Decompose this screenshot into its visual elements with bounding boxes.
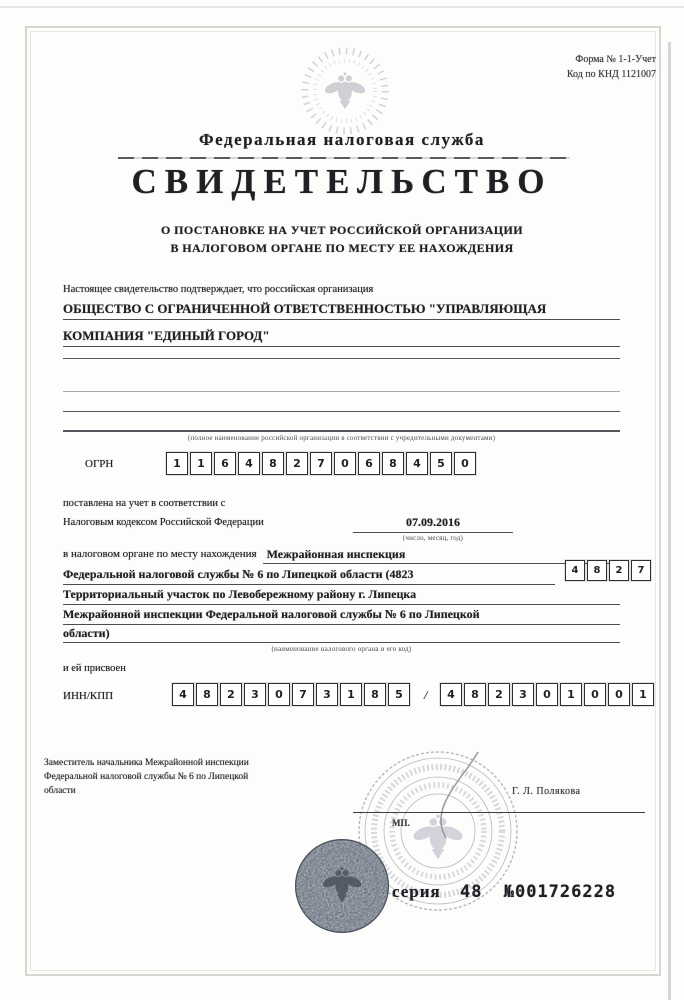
kpp-field xyxy=(440,683,654,706)
stamp-place-label: МП. xyxy=(392,818,410,828)
digit-cell: 8 xyxy=(196,683,218,706)
digit-cell: 1 xyxy=(560,683,582,706)
official-title-line-2: Федеральной налоговой службы № 6 по Липецкой xyxy=(44,772,249,782)
header-rule xyxy=(118,157,570,159)
document-title: СВИДЕТЕЛЬСТВО xyxy=(131,162,553,201)
digit-cell: 2 xyxy=(488,683,510,706)
digit-cell: 5 xyxy=(430,452,452,475)
form-info-block xyxy=(567,52,656,82)
digit-cell: 8 xyxy=(262,452,284,475)
series-number: №001726228 xyxy=(503,882,617,902)
digit-cell: 0 xyxy=(536,683,558,706)
embossed-seal xyxy=(292,836,392,936)
digit-cell: 1 xyxy=(340,683,362,706)
series-line xyxy=(392,882,616,902)
signature-line xyxy=(353,812,645,813)
digit-cell: 1 xyxy=(166,452,188,475)
registered-text: поставлена на учет в соответствии с xyxy=(63,498,226,509)
official-name: Г. Л. Полякова xyxy=(512,786,581,797)
digit-cell: 7 xyxy=(292,683,314,706)
tax-code-text: Налоговым кодексом Российской Федерации xyxy=(63,517,264,528)
knd-code: Код по КНД 1121007 xyxy=(566,69,656,80)
org-name-line-2: КОМПАНИЯ "ЕДИНЫЙ ГОРОД" xyxy=(63,325,620,347)
series-label: серия xyxy=(392,882,441,901)
series-region: 48 xyxy=(460,882,483,902)
digit-cell: 8 xyxy=(587,560,607,581)
official-title-line-1: Заместитель начальника Межрайонной инспекции xyxy=(44,758,249,768)
subtitle-line-2: В НАЛОГОВОМ ОРГАНЕ ПО МЕСТУ ЕЕ НАХОЖДЕНИЯ xyxy=(170,241,514,255)
fns-emblem-icon xyxy=(299,45,391,137)
official-title-block xyxy=(44,756,344,798)
digit-cell: 0 xyxy=(584,683,606,706)
tax-office-name-4: Межрайонной инспекции Федеральной налоговой службы № 6 по Липецкой xyxy=(63,605,620,625)
org-name-blank-line xyxy=(63,411,620,412)
tax-office-code-field xyxy=(565,560,651,581)
digit-cell: 8 xyxy=(464,683,486,706)
digit-cell: 5 xyxy=(388,683,410,706)
digit-cell: 3 xyxy=(244,683,266,706)
digit-cell: 3 xyxy=(512,683,534,706)
form-number: Форма № 1-1-Учет xyxy=(575,54,656,65)
digit-cell: 6 xyxy=(358,452,380,475)
inn-kpp-separator: / xyxy=(424,688,428,702)
digit-cell: 8 xyxy=(382,452,404,475)
ogrn-field xyxy=(166,452,476,475)
subtitle-line-1: О ПОСТАНОВКЕ НА УЧЕТ РОССИЙСКОЙ ОРГАНИЗАЦИИ xyxy=(161,223,523,237)
org-name-blank-line xyxy=(63,430,620,432)
tax-office-prefix: в налоговом органе по месту нахождения xyxy=(63,548,257,560)
digit-cell: 0 xyxy=(454,452,476,475)
assigned-text: и ей присвоен xyxy=(63,663,126,674)
tax-office-name-1: Межрайонная инспекция xyxy=(263,545,620,564)
date-caption: (число, месяц, год) xyxy=(402,534,464,542)
org-name-blank-line xyxy=(63,358,620,359)
tax-office-name-5: области) xyxy=(63,625,620,643)
scan-edge-top xyxy=(0,6,684,8)
digit-cell: 3 xyxy=(316,683,338,706)
digit-cell: 0 xyxy=(268,683,290,706)
digit-cell: 1 xyxy=(190,452,212,475)
org-name-caption: (полное наименование российской организации в соответствии с учредительными документами) xyxy=(187,434,496,442)
digit-cell: 8 xyxy=(364,683,386,706)
registration-date: 07.09.2016 xyxy=(353,512,513,533)
tax-office-caption: (наименование налогового органа и его код) xyxy=(271,645,412,653)
inn-field xyxy=(172,683,410,706)
digit-cell: 4 xyxy=(406,452,428,475)
tax-office-name-3: Территориальный участок по Левобережному району г. Липецка xyxy=(63,585,620,605)
digit-cell: 4 xyxy=(565,560,585,581)
digit-cell: 4 xyxy=(440,683,462,706)
digit-cell: 7 xyxy=(310,452,332,475)
agency-name: Федеральная налоговая служба xyxy=(199,130,485,149)
org-name-blank-line xyxy=(63,391,620,392)
official-title-line-3: области xyxy=(44,786,76,796)
org-name-line-1: ОБЩЕСТВО С ОГРАНИЧЕННОЙ ОТВЕТСТВЕННОСТЬЮ "УПРАВЛЯЮЩАЯ xyxy=(63,298,620,320)
digit-cell: 4 xyxy=(238,452,260,475)
tax-office-name-2: Федеральной налоговой службы № 6 по Липецкой области (4823 xyxy=(63,565,555,585)
inn-kpp-label: ИНН/КПП xyxy=(63,690,114,702)
ogrn-label: ОГРН xyxy=(85,458,114,470)
digit-cell: 7 xyxy=(631,560,651,581)
digit-cell: 6 xyxy=(214,452,236,475)
intro-text: Настоящее свидетельство подтверждает, что российская организация xyxy=(63,284,374,295)
digit-cell: 1 xyxy=(632,683,654,706)
digit-cell: 4 xyxy=(172,683,194,706)
tax-office-row xyxy=(63,545,620,564)
digit-cell: 2 xyxy=(220,683,242,706)
digit-cell: 2 xyxy=(609,560,629,581)
digit-cell: 0 xyxy=(608,683,630,706)
digit-cell: 2 xyxy=(286,452,308,475)
digit-cell: 0 xyxy=(334,452,356,475)
